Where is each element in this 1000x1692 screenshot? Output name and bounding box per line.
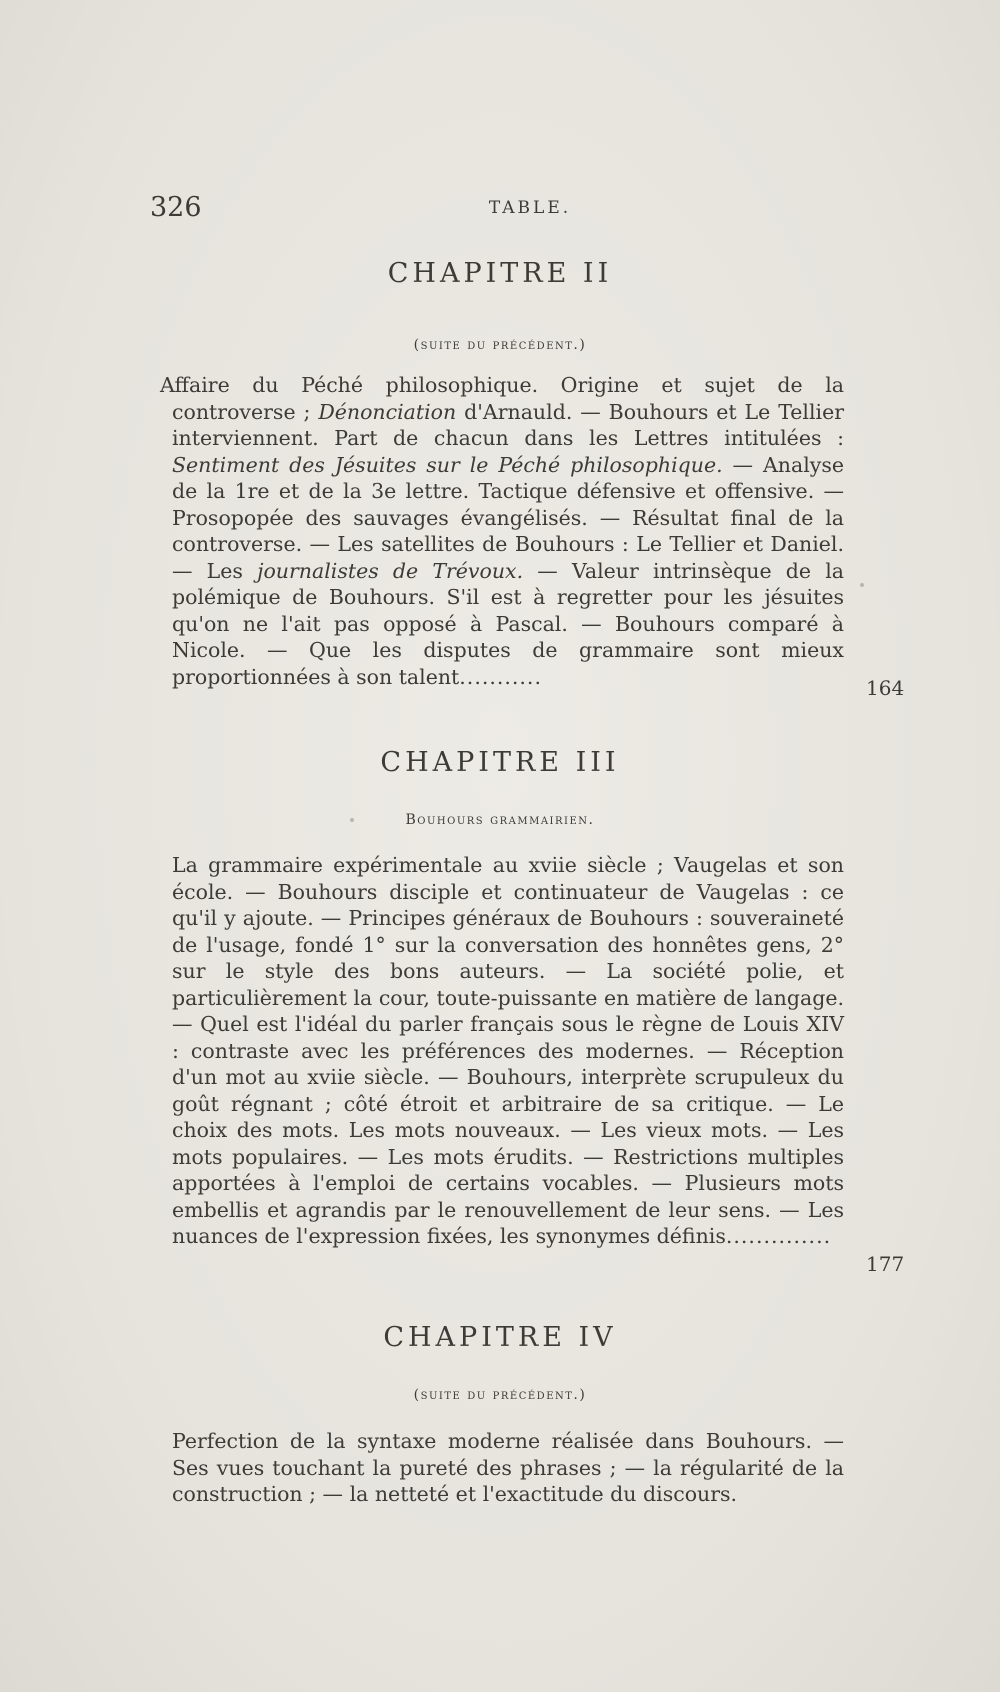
summary-italic: journalistes de Trévoux. — [257, 558, 524, 583]
page-number: 326 — [150, 192, 202, 223]
print-speck — [350, 818, 354, 822]
running-title: TABLE. — [488, 198, 572, 218]
chapter-heading-3: CHAPITRE III — [380, 747, 620, 778]
chapter-subtitle-4: (suite du précédent.) — [413, 1387, 587, 1403]
summary-text: — Valeur intrinsèque de la polémique de Bouhours. S'il est à regretter pour les jésuites qu'on ne l'ait pas opposé à Pascal. — Bouhours comparé à Nicole. — Que les disputes de grammaire sont mieux proportionnées à son talent — [172, 558, 844, 689]
chapter-heading-2: CHAPITRE II — [387, 258, 613, 289]
summary-text: La grammaire expérimentale au xviie siècle ; Vaugelas et son école. — Bouhours disciple et continuateur de Vaugelas : ce qu'il y ajoute. — Principes généraux de Bouhours : souveraineté de l'usage, fondé 1° sur la conversation des honnêtes gens, 2° sur le style des bons auteurs. — La société polie, et particulièrement la cour, toute-puissante en matière de langage. — Quel est l'idéal du parler français sous le règne de Louis XIV : contraste avec les préférences des modernes. — Réception d'un mot au xviie siècle. — Bouhours, interprète scrupuleux du goût régnant ; côté étroit et arbitraire de sa critique. — Le choix des mots. Les mots nouveaux. — Les vieux mots. — Les mots populaires. — Les mots érudits. — Restrictions multiples apportées à l'emploi de certains vocables. — Plusieurs mots embellis et agrandis par le renouvellement de leur sens. — Les nuances de l'expression fixées, les synonymes définis — [172, 853, 844, 1248]
chapter-subtitle-2: (suite du précédent.) — [413, 337, 587, 353]
chapter-2-summary — [160, 372, 845, 690]
dot-leader: .............. — [725, 1224, 832, 1248]
chapter-subtitle-3: Bouhours grammairien. — [405, 812, 595, 828]
page-reference-164: 164 — [866, 676, 905, 700]
print-speck — [860, 583, 864, 587]
running-head — [150, 192, 910, 228]
summary-text: Perfection de la syntaxe moderne réalisée dans Bouhours. — Ses vues touchant la pureté des phrases ; — la régularité de la construction ; — la netteté et l'exactitude du discours. — [172, 1429, 844, 1506]
page-reference-177: 177 — [866, 1252, 905, 1276]
summary-italic: Sentiment des Jésuites sur le Péché philosophique. — [172, 452, 723, 477]
dot-leader: ........... — [459, 664, 542, 689]
chapter-4-summary — [172, 1428, 844, 1508]
chapter-3-summary — [172, 852, 844, 1250]
summary-text: Affaire du Péché philosophique. Origine et sujet de la controverse ; — [160, 373, 844, 424]
chapter-heading-4: CHAPITRE IV — [383, 1322, 617, 1353]
summary-text: d'Arnauld. — Bouhours et Le Tellier interviennent. Part de chacun dans les Lettres intitulées : — [172, 399, 845, 450]
summary-italic: Dénonciation — [318, 399, 457, 424]
summary-text: — Analyse de la 1re et de la 3e lettre. Tactique défensive et offensive. — Prosopopée des sauvages évangélisés. — Résultat final de la controverse. — Les satellites de Bouhours : Le Tellier et Daniel. — Les — [172, 452, 844, 583]
